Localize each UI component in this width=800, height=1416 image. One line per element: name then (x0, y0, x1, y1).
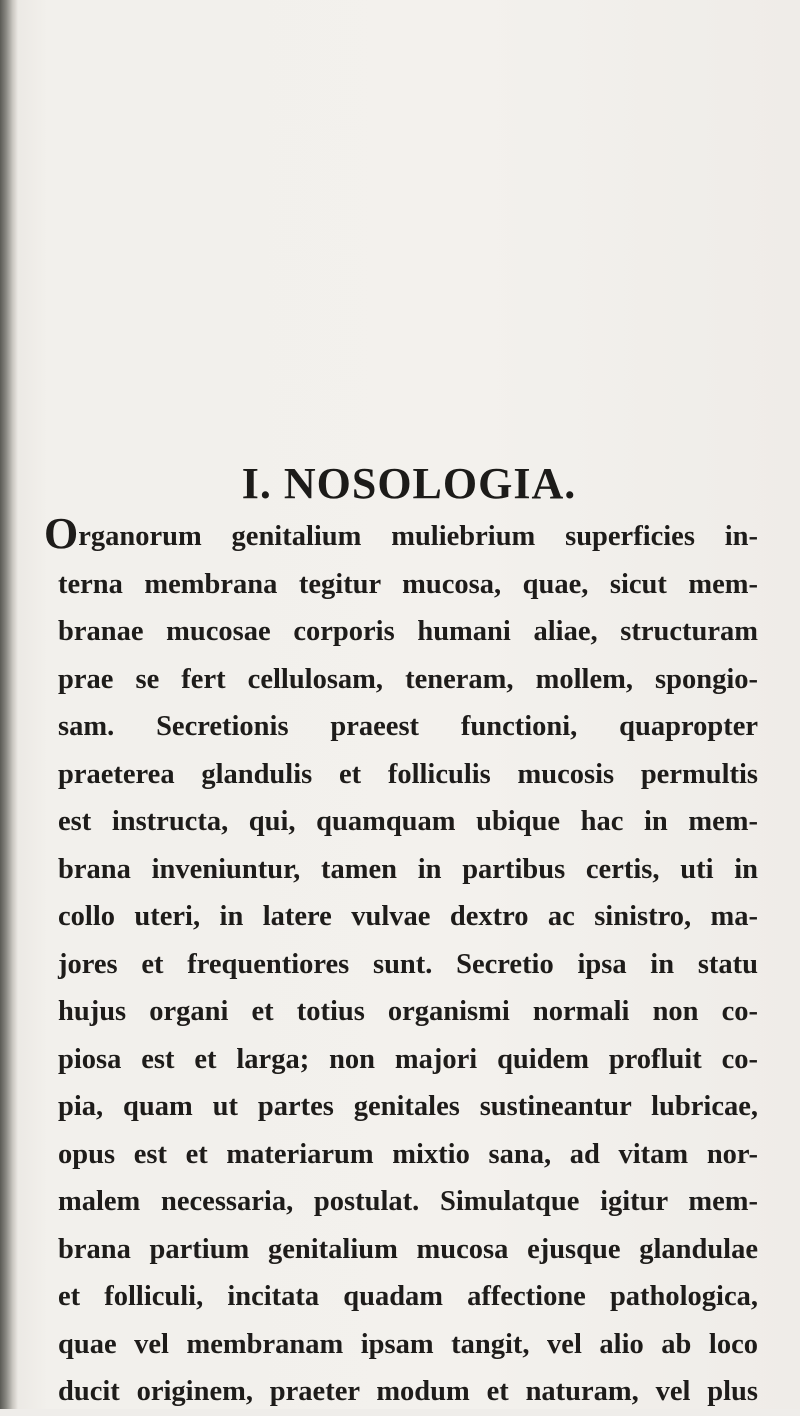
text-line: quae vel membranam ipsam tangit, vel alio ab loco (58, 1328, 758, 1360)
first-line-text: rganorum genitalium muliebrium superficies in- (78, 521, 758, 552)
text-line: praeterea glandulis et folliculis mucosis permultis (58, 758, 758, 790)
text-line: brana inveniuntur, tamen in partibus certis, uti in (58, 853, 758, 885)
text-line: pia, quam ut partes genitales sustineantur lubricae, (58, 1091, 758, 1122)
text-line: et folliculi, incitata quadam affectione pathologica, (58, 1281, 758, 1312)
body-paragraph (44, 509, 758, 1416)
chapter-heading: I. NOSOLOGIA. (241, 459, 577, 508)
text-line: branae mucosae corporis humani aliae, structuram (58, 616, 758, 647)
text-line (44, 509, 758, 561)
text-line: sam. Secretionis praeest functioni, quapropter (58, 711, 758, 742)
drop-cap-initial: O (44, 509, 79, 558)
text-line: prae se fert cellulosam, teneram, mollem, spongio- (58, 663, 758, 695)
text-line: jores et frequentiores sunt. Secretio ipsa in statu (58, 948, 758, 980)
text-line: terna membrana tegitur mucosa, quae, sicut mem- (58, 568, 758, 600)
text-line: ducit originem, praeter modum et naturam, vel plus (58, 1376, 758, 1407)
text-line: hujus organi et totius organismi normali non co- (58, 996, 758, 1027)
text-line: brana partium genitalium mucosa ejusque glandulae (58, 1233, 758, 1265)
text-line: malem necessaria, postulat. Simulatque igitur mem- (58, 1186, 758, 1217)
text-line: piosa est et larga; non majori quidem profluit co- (58, 1043, 758, 1075)
text-line: opus est et materiarum mixtio sana, ad vitam nor- (58, 1138, 758, 1170)
book-binding-edge (0, 0, 18, 1409)
text-line: collo uteri, in latere vulvae dextro ac sinistro, ma- (58, 901, 758, 932)
text-line: est instructa, qui, quamquam ubique hac in mem- (58, 806, 758, 837)
